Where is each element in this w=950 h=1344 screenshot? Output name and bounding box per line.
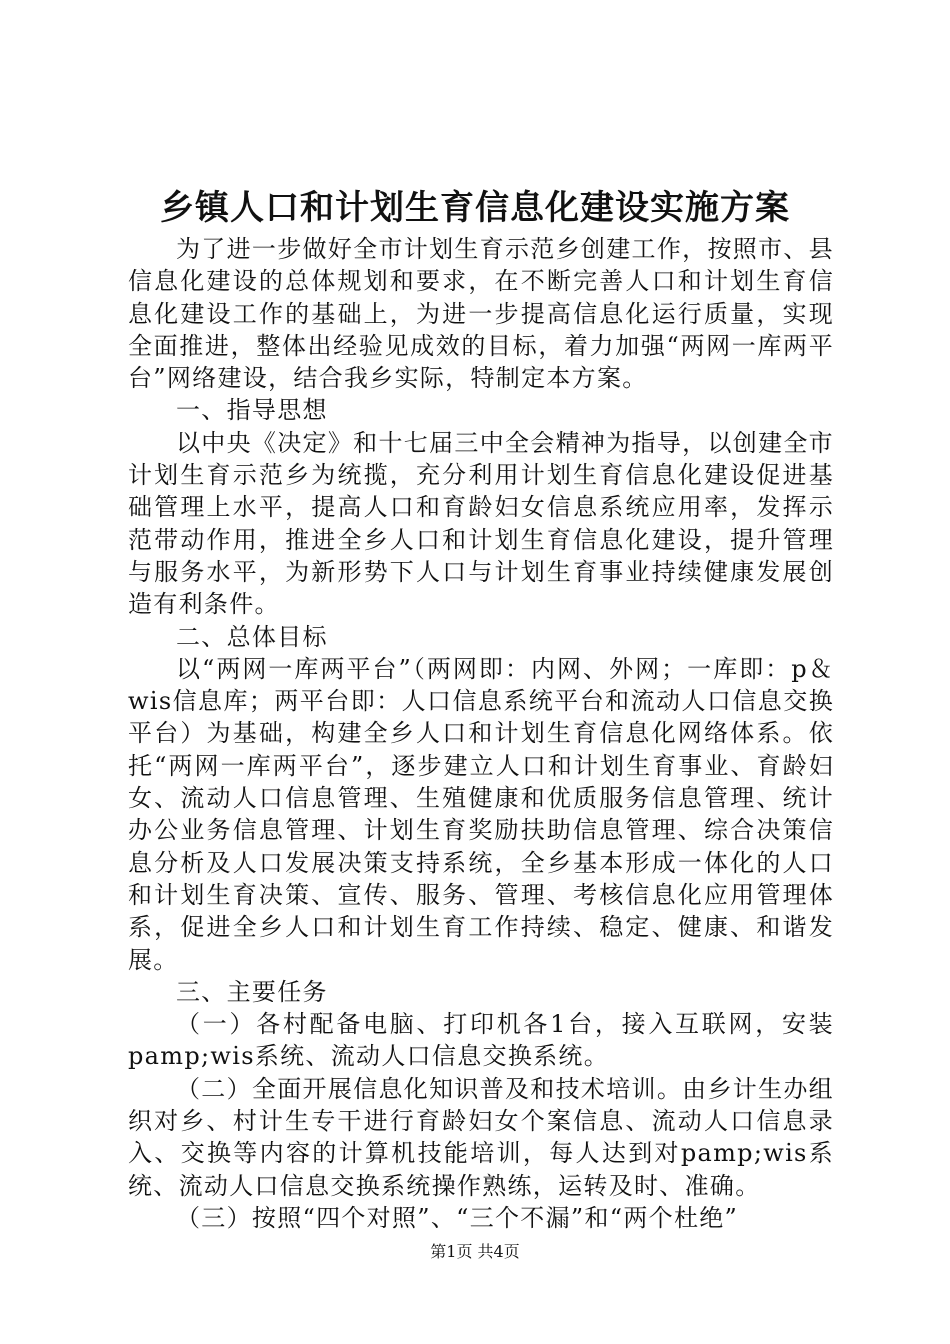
- guiding-ideology-paragraph: 以中央《决定》和十七届三中全会精神为指导，以创建全市计划生育示范乡为统揽，充分利用计划生育信息化建设促进基础管理上水平，提高人口和育龄妇女信息系统应用率，发挥示范带动作用，推进全乡人口和计划生育信息化建设，提升管理与服务水平，为新形势下人口与计划生育事业持续健康发展创造有利条件。: [128, 428, 834, 619]
- document-title: 乡镇人口和计划生育信息化建设实施方案: [160, 188, 790, 228]
- section-heading-guiding-ideology: 一、指导思想: [176, 396, 328, 425]
- intro-paragraph: 为了进一步做好全市计划生育示范乡创建工作，按照市、县信息化建设的总体规划和要求，在不断完善人口和计划生育信息化建设工作的基础上，为进一步提高信息化运行质量，实现全面推进，整体出经验见成效的目标，着力加强“两网一库两平台”网络建设，结合我乡实际，特制定本方案。: [128, 235, 834, 393]
- section-heading-overall-goal: 二、总体目标: [176, 622, 328, 651]
- document-body: [128, 233, 834, 1234]
- section-heading-main-tasks: 三、主要任务: [176, 977, 328, 1006]
- overall-goal-paragraph: 以“两网一库两平台”（两网即：内网、外网；一库即：p＆wis信息库；两平台即：人口信息系统平台和流动人口信息交换平台）为基础，构建全乡人口和计划生育信息化网络体系。依托“两网一库两平台”，逐步建立人口和计划生育事业、育龄妇女、流动人口信息管理、生殖健康和优质服务信息管理、统计办公业务信息管理、计划生育奖励扶助信息管理、综合决策信息分析及人口发展决策支持系统，全乡基本形成一体化的人口和计划生育决策、宣传、服务、管理、考核信息化应用管理体系，促进全乡人口和计划生育工作持续、稳定、健康、和谐发展。: [128, 654, 834, 974]
- task-item-2: （二）全面开展信息化知识普及和技术培训。由乡计生办组织对乡、村计生专干进行育龄妇女个案信息、流动人口信息录入、交换等内容的计算机技能培训，每人达到对pamp;wis系统、流动人口信息交换系统操作熟练，运转及时、准确。: [128, 1074, 834, 1200]
- task-item-1: （一）各村配备电脑、打印机各1台，接入互联网，安装pamp;wis系统、流动人口信息交换系统。: [128, 1010, 834, 1071]
- page-footer: 第1页 共4页: [430, 1242, 520, 1261]
- task-item-3: （三）按照“四个对照”、“三个不漏”和“两个杜绝”: [176, 1203, 739, 1232]
